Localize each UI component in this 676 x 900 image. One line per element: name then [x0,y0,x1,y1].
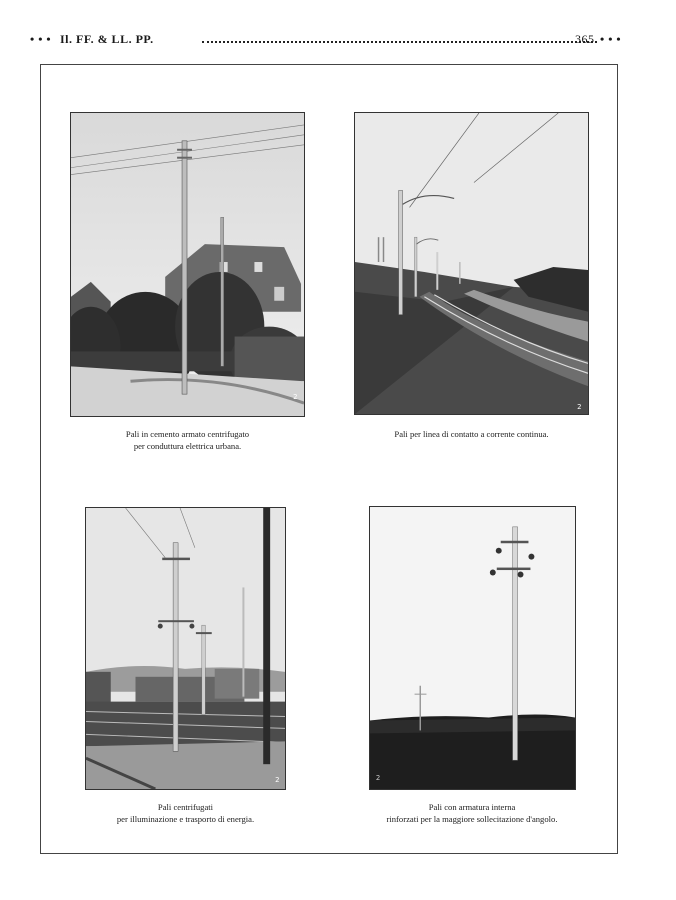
caption-line: Pali per linea di contatto a corrente continua. [394,429,549,439]
header-right-dots: • • • [600,32,622,46]
running-head [30,32,625,50]
caption-lighting-poles [85,801,286,825]
page-number: 365 [575,32,595,46]
caption-line: per illuminazione e trasporto di energia. [116,814,255,824]
caption-angle-pole [352,801,592,825]
svg-text:2: 2 [275,776,280,785]
caption-contact-line [354,428,589,440]
caption-urban-pole [70,428,305,452]
svg-text:2: 2 [293,393,298,402]
caption-line: Pali con armatura interna [428,802,516,812]
svg-text:2: 2 [577,403,582,412]
photo-urban-pole [70,112,305,417]
caption-line: Pali in cemento armato centrifugato [125,429,250,439]
header-left-dots: • • • [30,32,52,46]
caption-line: per conduttura elettrica urbana. [133,441,242,451]
dot-leader [202,41,597,43]
caption-line: rinforzati per la maggiore sollecitazione d'angolo. [386,814,558,824]
journal-title: Il. FF. & LL. PP. [60,32,154,46]
svg-text:2: 2 [375,774,381,783]
caption-line: Pali centrifugati [157,802,214,812]
photo-contact-line [354,112,589,415]
photo-lighting-poles [85,507,286,790]
photo-angle-pole [369,506,576,790]
